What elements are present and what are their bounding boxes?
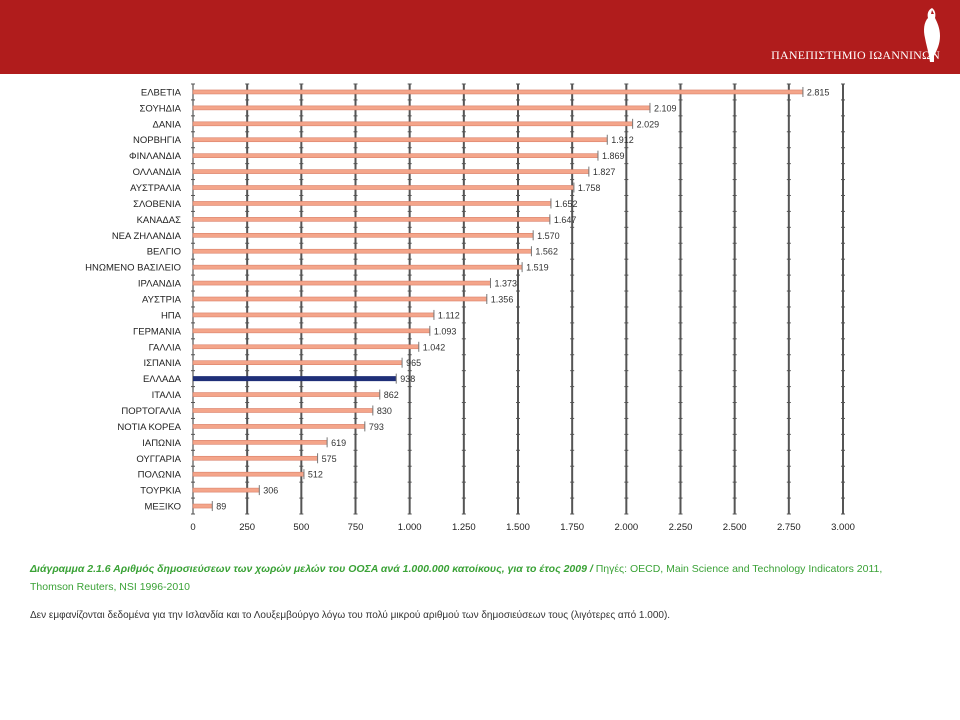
bar — [193, 233, 533, 237]
x-tick-label: 2.500 — [722, 522, 747, 533]
header-band — [0, 0, 960, 74]
oecd-publications-chart — [0, 74, 960, 544]
bar — [193, 408, 373, 412]
bar — [193, 170, 589, 174]
category-label: ΑΥΣΤΡΙΑ — [142, 294, 181, 306]
bar — [193, 440, 327, 444]
bar — [193, 313, 434, 317]
data-label: 1.869 — [601, 151, 625, 162]
category-label: ΒΕΛΓΙΟ — [146, 246, 181, 258]
category-label: ΤΟΥΡΚΙΑ — [140, 485, 181, 497]
bar — [193, 329, 430, 333]
category-label: ΝΟΤΙΑ ΚΟΡΕΑ — [117, 421, 181, 433]
x-tick-label: 750 — [347, 522, 364, 533]
data-label: 2.815 — [806, 87, 830, 98]
category-label: ΕΛΛΑΔΑ — [142, 374, 181, 386]
data-label: 1.647 — [553, 214, 577, 225]
bar — [193, 201, 551, 205]
data-label: 793 — [368, 421, 384, 432]
university-name: ΠΑΝΕΠΙΣΤΗΜΙΟ ΙΩΑΝΝΙΝΩΝ — [771, 48, 940, 62]
x-tick-label: 3.000 — [831, 522, 855, 533]
bar — [193, 154, 598, 158]
x-tick-label: 1.250 — [451, 522, 476, 533]
category-label: ΑΥΣΤΡΑΛΙΑ — [130, 183, 181, 195]
category-label: ΔΑΝΙΑ — [152, 119, 181, 131]
data-label: 1.652 — [554, 198, 578, 209]
category-label: ΠΟΡΤΟΓΑΛΙΑ — [121, 405, 181, 417]
category-label: ΓΑΛΛΙΑ — [148, 342, 181, 354]
bar — [193, 90, 803, 94]
data-label: 1.373 — [494, 278, 518, 289]
data-label: 1.562 — [535, 246, 558, 257]
category-label: ΣΛΟΒΕΝΙΑ — [133, 198, 181, 210]
data-label: 89 — [216, 501, 227, 512]
category-label: ΠΟΛΩΝΙΑ — [137, 469, 181, 481]
data-label: 862 — [383, 390, 399, 401]
data-label: 1.570 — [537, 230, 560, 241]
data-label: 575 — [321, 453, 337, 464]
category-label: ΙΑΠΩΝΙΑ — [142, 437, 181, 449]
bar — [193, 393, 380, 397]
data-label: 830 — [376, 405, 392, 416]
bar — [193, 456, 318, 460]
category-label: ΣΟΥΗΔΙΑ — [139, 103, 181, 115]
category-label: ΙΡΛΑΝΔΙΑ — [137, 278, 181, 290]
data-label: 1.758 — [577, 183, 601, 194]
x-tick-label: 0 — [190, 522, 196, 533]
bar — [193, 265, 522, 269]
chart-caption — [30, 560, 910, 596]
bar — [193, 217, 550, 221]
bar — [193, 249, 531, 253]
data-label: 1.356 — [490, 294, 514, 305]
data-label: 1.093 — [433, 326, 457, 337]
category-label: ΝΟΡΒΗΓΙΑ — [133, 135, 181, 147]
bar — [193, 472, 304, 476]
category-label: ΕΛΒΕΤΙΑ — [140, 87, 181, 99]
data-label: 2.029 — [636, 119, 660, 130]
caption-sources: Πηγές: OECD, Main Science and Technology Indicators 2011, Thomson Reuters, NSI 1996-2010 — [30, 563, 883, 593]
category-label: ΓΕΡΜΑΝΙΑ — [133, 326, 181, 338]
category-label: ΗΝΩΜΕΝΟ ΒΑΣΙΛΕΙΟ — [85, 262, 181, 274]
data-label: 1.112 — [437, 310, 460, 321]
bar — [193, 281, 490, 285]
data-label: 619 — [331, 437, 347, 448]
x-tick-label: 1.750 — [560, 522, 585, 533]
bar — [193, 138, 607, 142]
category-label: ΜΕΞΙΚΟ — [144, 501, 181, 513]
data-label: 1.912 — [611, 135, 634, 146]
category-label: ΦΙΝΛΑΝΔΙΑ — [129, 151, 181, 163]
chart-note: Δεν εμφανίζονται δεδομένα για την Ισλανδία και το Λουξεμβούργο λόγω του πολύ μικρού αριθμού των δημοσιεύσεων τους (λιγότερες από 1.000). — [30, 610, 671, 621]
category-label: ΚΑΝΑΔΑΣ — [136, 214, 181, 226]
data-label: 938 — [400, 374, 416, 385]
bar — [193, 504, 212, 508]
x-tick-label: 2.000 — [614, 522, 639, 533]
bar — [193, 376, 396, 381]
bar — [193, 488, 259, 492]
data-label: 1.042 — [422, 342, 446, 353]
bar — [193, 106, 650, 110]
x-tick-label: 2.750 — [776, 522, 801, 533]
data-label: 965 — [406, 358, 422, 369]
category-label: ΝΕΑ ΖΗΛΑΝΔΙΑ — [111, 230, 181, 242]
x-tick-label: 250 — [239, 522, 256, 533]
x-tick-label: 2.250 — [668, 522, 693, 533]
bar — [193, 186, 574, 190]
category-label: ΟΛΛΑΝΔΙΑ — [132, 167, 181, 179]
data-label: 512 — [307, 469, 323, 480]
x-tick-label: 500 — [293, 522, 310, 533]
data-label: 1.519 — [526, 262, 549, 273]
category-label: ΙΣΠΑΝΙΑ — [143, 358, 181, 370]
bar — [193, 122, 633, 126]
bar — [193, 361, 402, 365]
data-label: 1.827 — [592, 167, 616, 178]
category-label: ΗΠΑ — [160, 310, 181, 322]
x-tick-label: 1.000 — [397, 522, 422, 533]
category-label: ΙΤΑΛΙΑ — [151, 390, 181, 402]
bar — [193, 424, 365, 428]
data-label: 306 — [263, 485, 279, 496]
category-label: ΟΥΓΓΑΡΙΑ — [136, 453, 181, 465]
caption-title: Διάγραμμα 2.1.6 Αριθμός δημοσιεύσεων των χωρών μελών του ΟΟΣΑ ανά 1.000.000 κατοίκους, για το έτος 2009 / — [30, 563, 593, 575]
x-tick-label: 1.500 — [506, 522, 530, 533]
bar — [193, 345, 419, 349]
data-label: 2.109 — [653, 103, 677, 114]
bar — [193, 297, 487, 301]
